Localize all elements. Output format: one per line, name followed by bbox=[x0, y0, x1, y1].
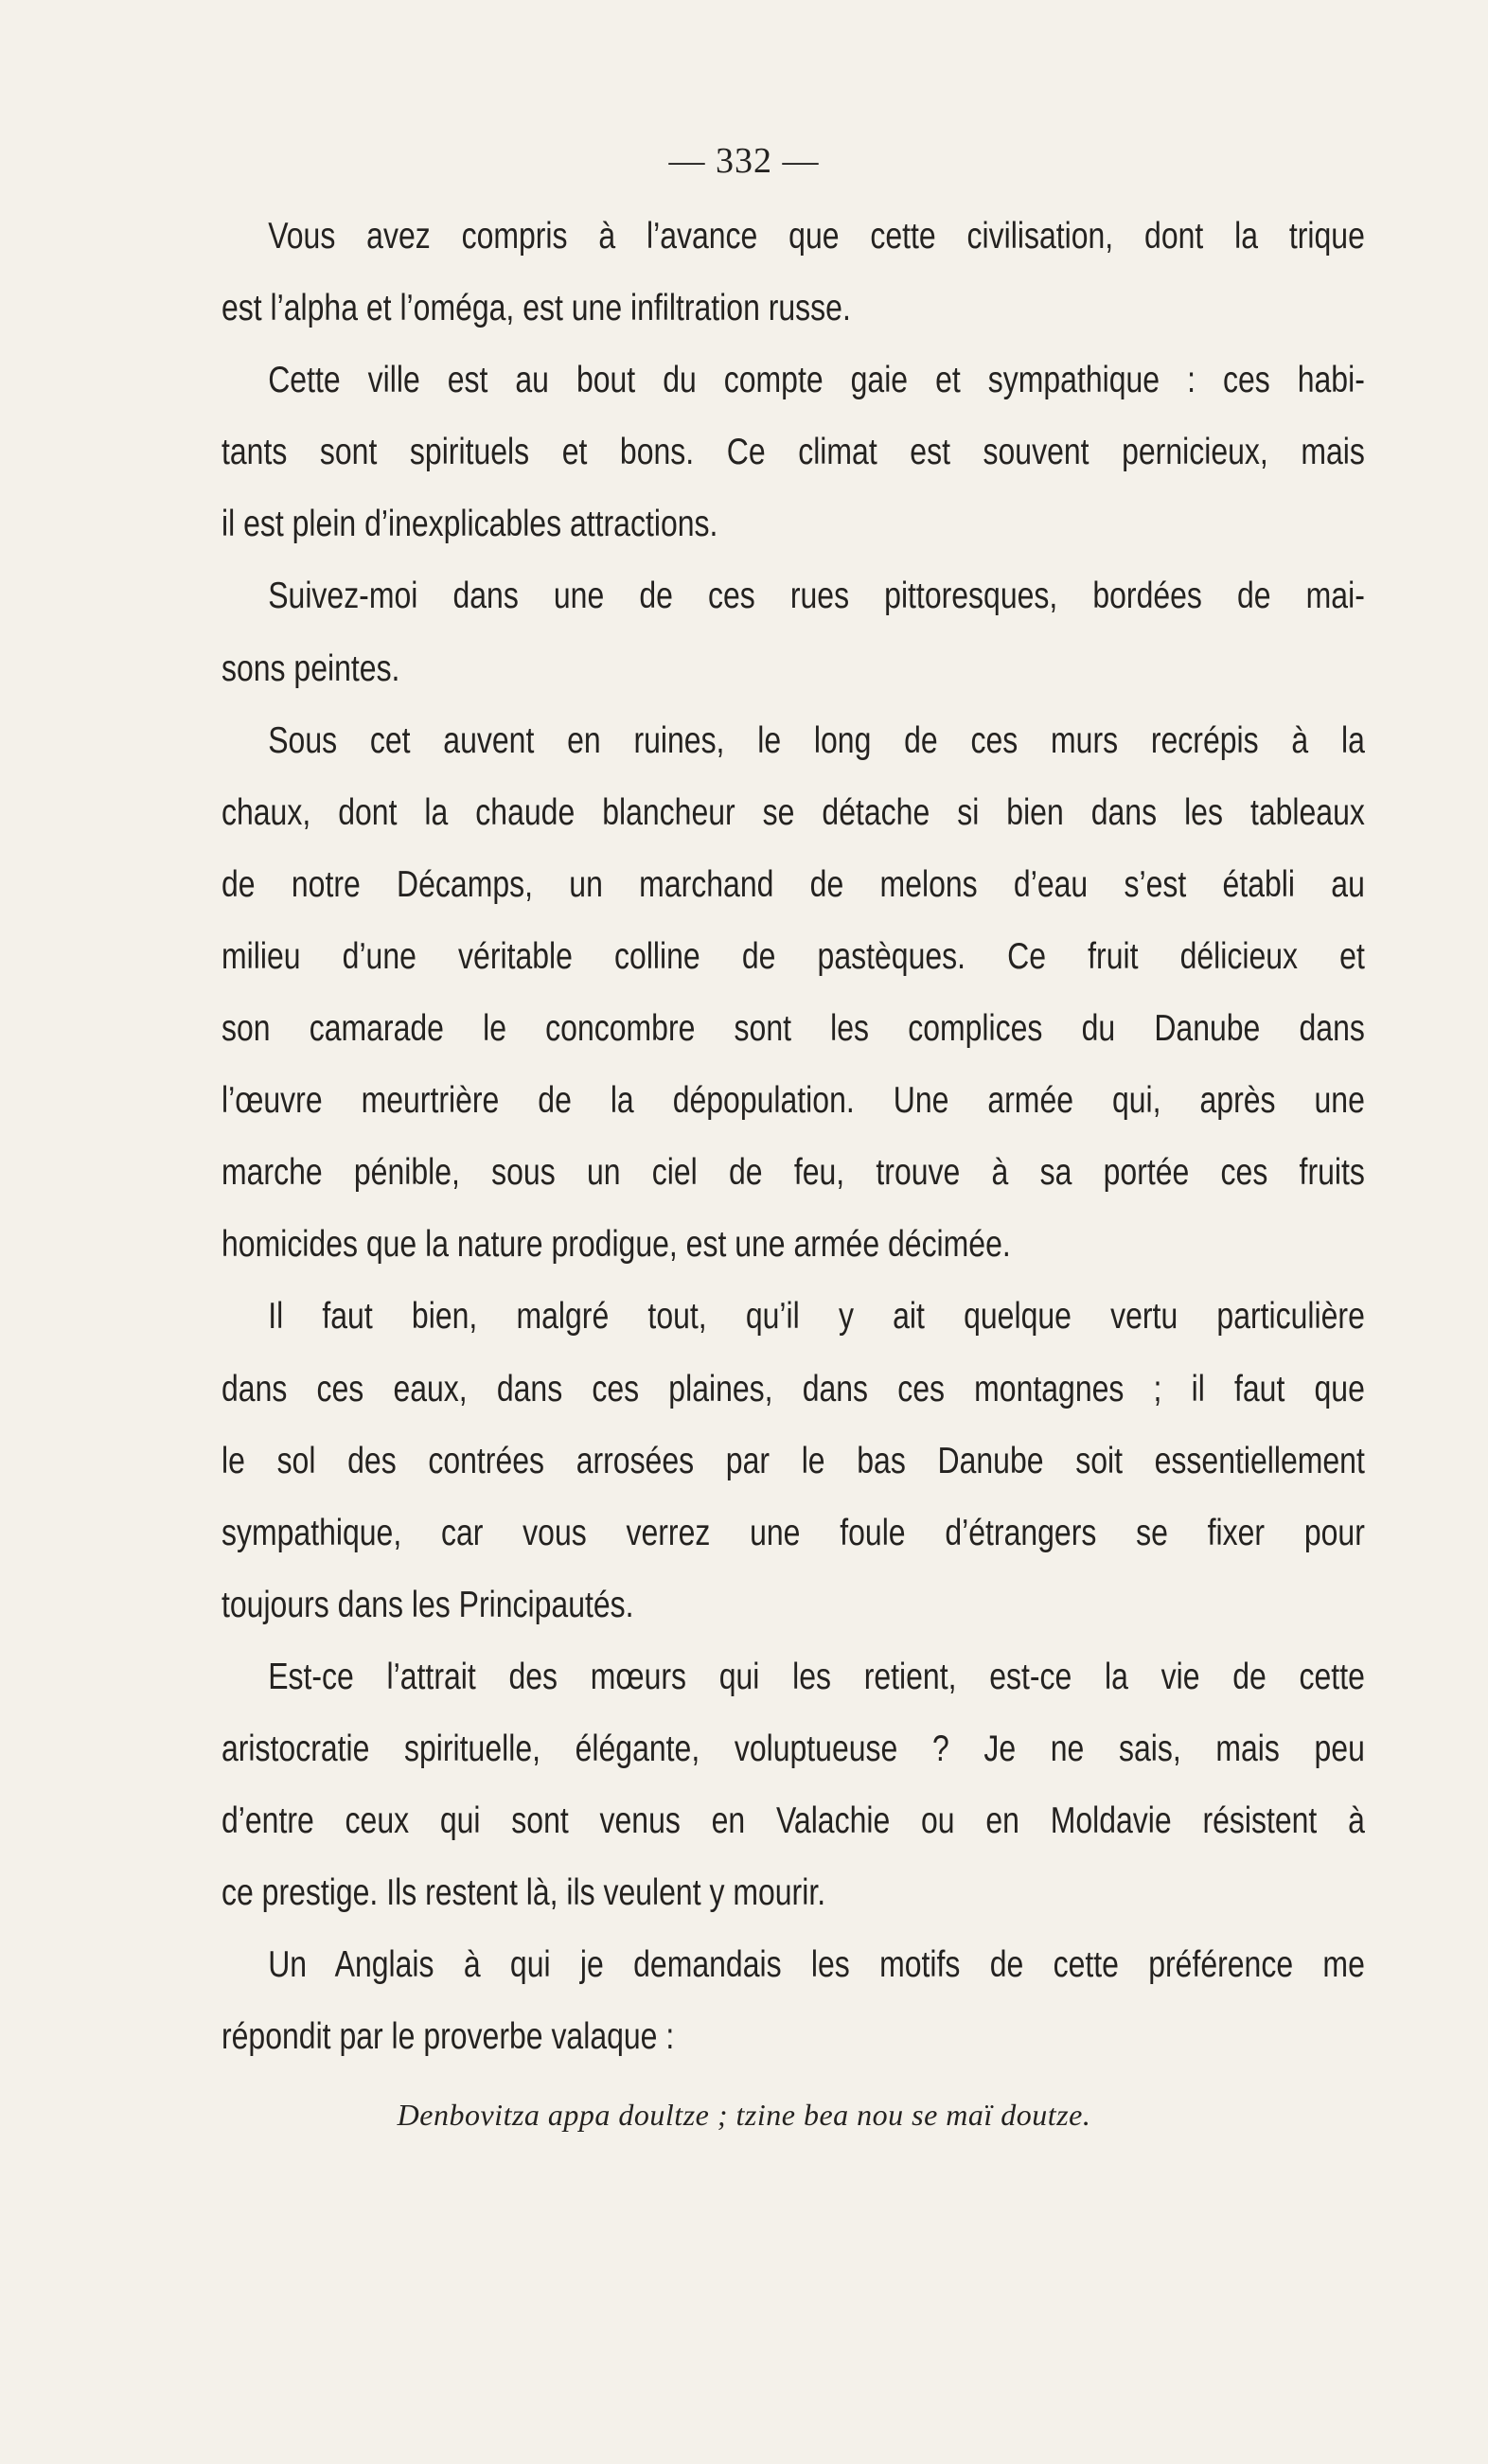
text-line: tants sont spirituels et bons. Ce climat est souvent pernicieux, mais bbox=[221, 432, 1365, 473]
text-line: marche pénible, sous un ciel de feu, trouve à sa portée ces fruits bbox=[221, 1152, 1365, 1194]
text-line: sons peintes. bbox=[221, 647, 400, 689]
text-line: Il faut bien, malgré tout, qu’il y ait quelque vertu particulière bbox=[268, 1296, 1365, 1338]
text-line: Est-ce l’attrait des mœurs qui les retient, est-ce la vie de cette bbox=[268, 1656, 1365, 1697]
text-line: le sol des contrées arrosées par le bas Danube soit essentiellement bbox=[221, 1440, 1365, 1481]
text-line: Suivez-moi dans une de ces rues pittoresques, bordées de mai- bbox=[268, 576, 1365, 617]
text-line: Cette ville est au bout du compte gaie et sympathique : ces habi- bbox=[268, 360, 1365, 401]
text-line: sympathique, car vous verrez une foule d’étrangers se fixer pour bbox=[221, 1512, 1365, 1553]
text-line: répondit par le proverbe valaque : bbox=[221, 2016, 675, 2058]
text-line: Vous avez compris à l’avance que cette civilisation, dont la trique bbox=[268, 216, 1365, 257]
text-line: ce prestige. Ils restent là, ils veulent y mourir. bbox=[221, 1872, 826, 1914]
text-line: l’œuvre meurtrière de la dépopulation. Une armée qui, après une bbox=[221, 1080, 1365, 1122]
text-line: dans ces eaux, dans ces plaines, dans ces montagnes ; il faut que bbox=[221, 1368, 1365, 1409]
proverb-verse: Denbovitza appa doultze ; tzine bea nou se maï doutze. bbox=[397, 2098, 1091, 2132]
text-line: homicides que la nature prodigue, est une armée décimée. bbox=[221, 1224, 1011, 1266]
text-line: chaux, dont la chaude blancheur se détache si bien dans les tableaux bbox=[221, 791, 1365, 833]
text-line: aristocratie spirituelle, élégante, voluptueuse ? Je ne sais, mais peu bbox=[221, 1728, 1365, 1769]
text-line: toujours dans les Principautés. bbox=[221, 1584, 634, 1625]
text-line: de notre Décamps, un marchand de melons d’eau s’est établi au bbox=[221, 863, 1365, 905]
text-line: Sous cet auvent en ruines, le long de ces murs recrépis à la bbox=[268, 719, 1365, 761]
text-line: Un Anglais à qui je demandais les motifs de cette préférence me bbox=[268, 1944, 1365, 1986]
text-line: il est plein d’inexplicables attractions. bbox=[221, 504, 718, 545]
text-line: son camarade le concombre sont les complices du Danube dans bbox=[221, 1008, 1365, 1050]
text-line: est l’alpha et l’oméga, est une infiltration russe. bbox=[221, 288, 851, 329]
text-line: milieu d’une véritable colline de pastèques. Ce fruit délicieux et bbox=[221, 935, 1365, 977]
page-number: — 332 — bbox=[668, 141, 820, 181]
text-line: d’entre ceux qui sont venus en Valachie ou en Moldavie résistent à bbox=[221, 1800, 1365, 1842]
body-text bbox=[221, 201, 1365, 2073]
